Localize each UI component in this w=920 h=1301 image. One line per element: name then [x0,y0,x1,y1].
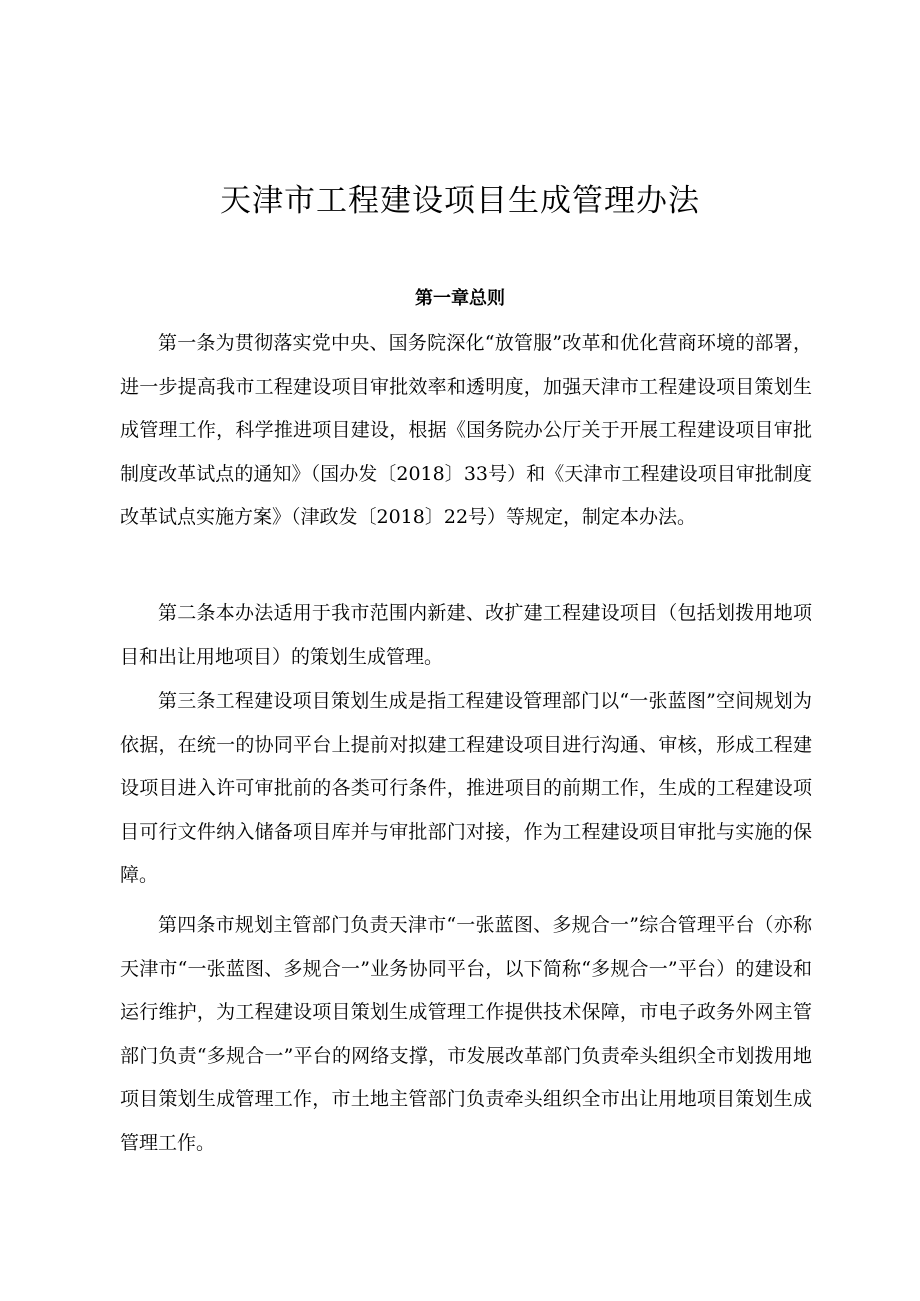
article-4-paragraph: 第四条市规划主管部门负责天津市“一张蓝图、多规合一”综合管理平台（亦称天津市“一张蓝图、多规合一”业务协同平台，以下简称“多规合一”平台）的建设和运行维护，为工程建设项目策划生成管理工作提供技术保障，市电子政务外网主管部门负责“多规合一”平台的网络支撑，市发展改革部门负责牵头组织全市划拨用地项目策划生成管理工作，市土地主管部门负责牵头组织全市出让用地项目策划生成管理工作。 [120,914,812,1154]
chapter-heading: 第一章总则 [415,288,505,309]
article-2-paragraph: 第二条本办法适用于我市范围内新建、改扩建工程建设项目（包括划拨用地项目和出让用地项目）的策划生成管理。 [120,602,812,668]
article-3-paragraph: 第三条工程建设项目策划生成是指工程建设管理部门以“一张蓝图”空间规划为依据，在统一的协同平台上提前对拟建工程建设项目进行沟通、审核，形成工程建设项目进入许可审批前的各类可行条件，推进项目的前期工作，生成的工程建设项目可行文件纳入储备项目库并与审批部门对接，作为工程建设项目审批与实施的保障。 [120,690,812,887]
document-title: 天津市工程建设项目生成管理办法 [220,183,700,219]
article-1-paragraph: 第一条为贯彻落实党中央、国务院深化“放管服”改革和优化营商环境的部署，进一步提高我市工程建设项目审批效率和透明度，加强天津市工程建设项目策划生成管理工作，科学推进项目建设，根据《国务院办公厅关于开展工程建设项目审批制度改革试点的通知》（国办发〔2018〕33号）和《天津市工程建设项目审批制度改革试点实施方案》（津政发〔2018〕22号）等规定，制定本办法。 [120,332,812,529]
